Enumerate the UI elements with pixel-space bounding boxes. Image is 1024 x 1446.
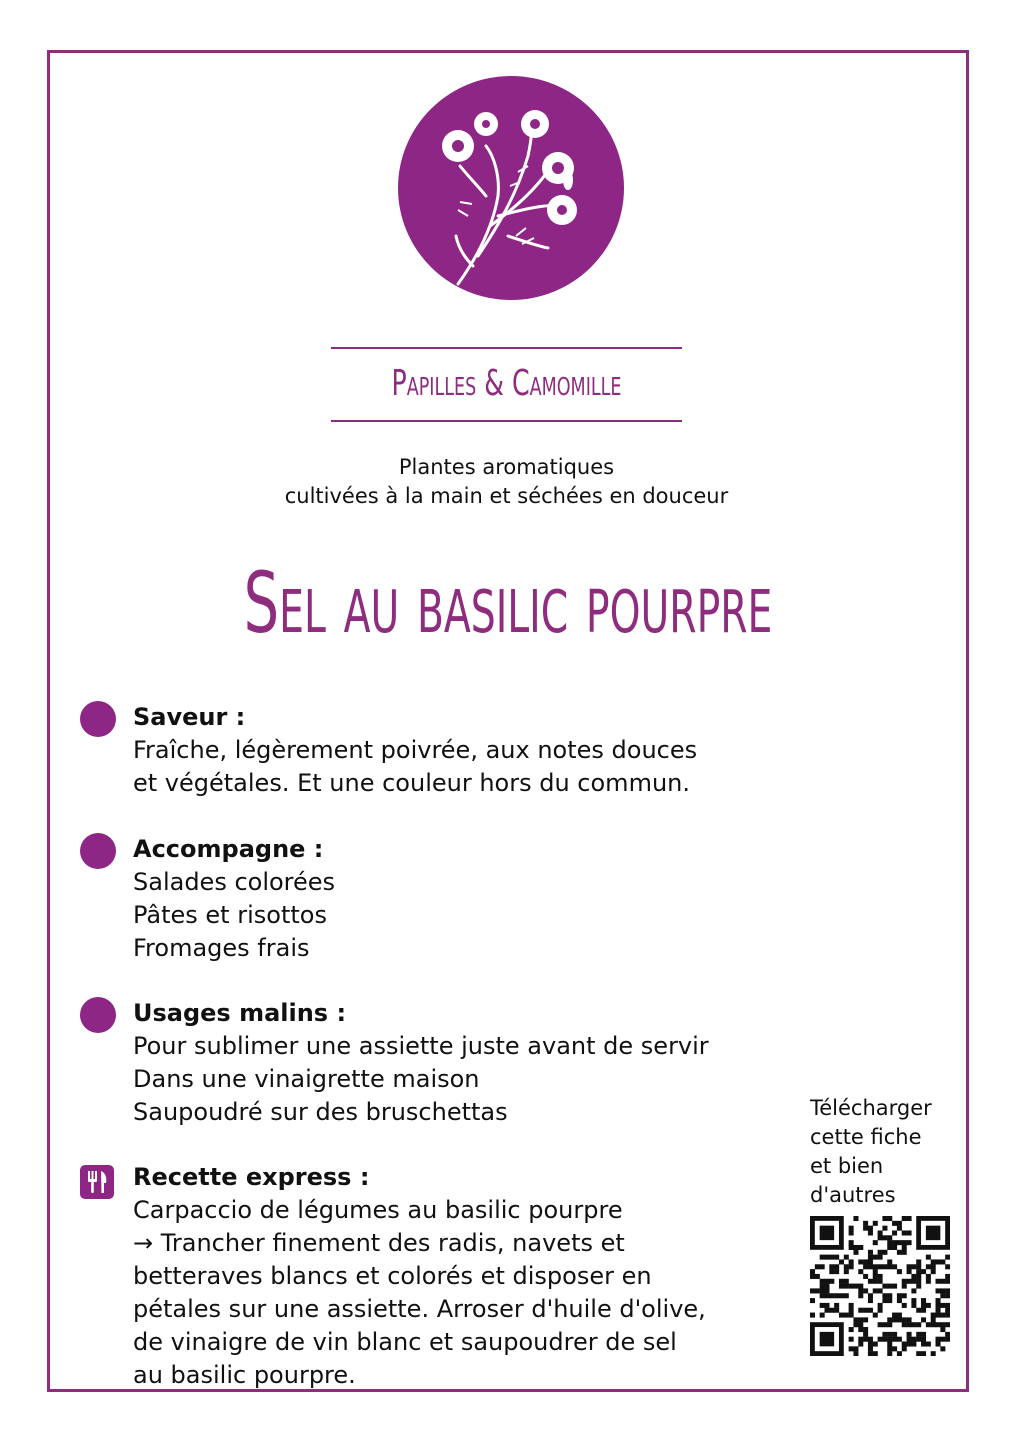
section-line: Pour sublimer une assiette juste avant de servir [133, 1032, 709, 1060]
section-line: Saupoudré sur des bruschettas [133, 1098, 508, 1126]
bullet-icon [80, 701, 116, 737]
download-line: d'autres [810, 1183, 896, 1207]
section-line: pétales sur une assiette. Arroser d'huile d'olive, [133, 1295, 706, 1323]
logo [398, 76, 624, 300]
download-line: Télécharger [810, 1096, 932, 1120]
brand-name: Papilles & Camomille [391, 363, 622, 404]
section-line: au basilic pourpre. [133, 1361, 356, 1389]
qr-code-icon[interactable] [810, 1216, 950, 1356]
chamomile-flowers-icon [398, 76, 624, 300]
section-body [133, 1194, 813, 1392]
tagline-line-1: Plantes aromatiques [398, 455, 615, 479]
utensils-icon [80, 1165, 114, 1199]
section-line: Salades colorées [133, 868, 336, 896]
product-title: Sel au basilic pourpre [243, 554, 773, 652]
section-body [133, 1030, 813, 1129]
section-line: Pâtes et risottos [133, 901, 327, 929]
section-line: Fraîche, légèrement poivrée, aux notes douces [133, 736, 698, 764]
bullet-icon [80, 833, 116, 869]
section-line: de vinaigre de vin blanc et saupoudrer de sel [133, 1328, 677, 1356]
download-line: cette fiche [810, 1125, 922, 1149]
section-heading: Accompagne : [133, 835, 324, 863]
section-line: et végétales. Et une couleur hors du commun. [133, 769, 690, 797]
section-line: → Trancher finement des radis, navets et [133, 1229, 625, 1257]
section-line: Carpaccio de légumes au basilic pourpre [133, 1196, 623, 1224]
brand-bottom-rule [331, 420, 682, 422]
brand-top-rule [331, 347, 682, 349]
tagline-line-2: cultivées à la main et séchées en douceur [284, 484, 729, 508]
section-line: Fromages frais [133, 934, 310, 962]
section-body [133, 734, 813, 800]
download-text [810, 1094, 960, 1210]
section-body [133, 866, 813, 965]
section-heading: Saveur : [133, 703, 246, 731]
bullet-icon [80, 997, 116, 1033]
section-line: betteraves blancs et colorés et disposer en [133, 1262, 652, 1290]
section-line: Dans une vinaigrette maison [133, 1065, 480, 1093]
download-line: et bien [810, 1154, 884, 1178]
section-heading: Recette express : [133, 1163, 370, 1191]
section-heading: Usages malins : [133, 999, 347, 1027]
